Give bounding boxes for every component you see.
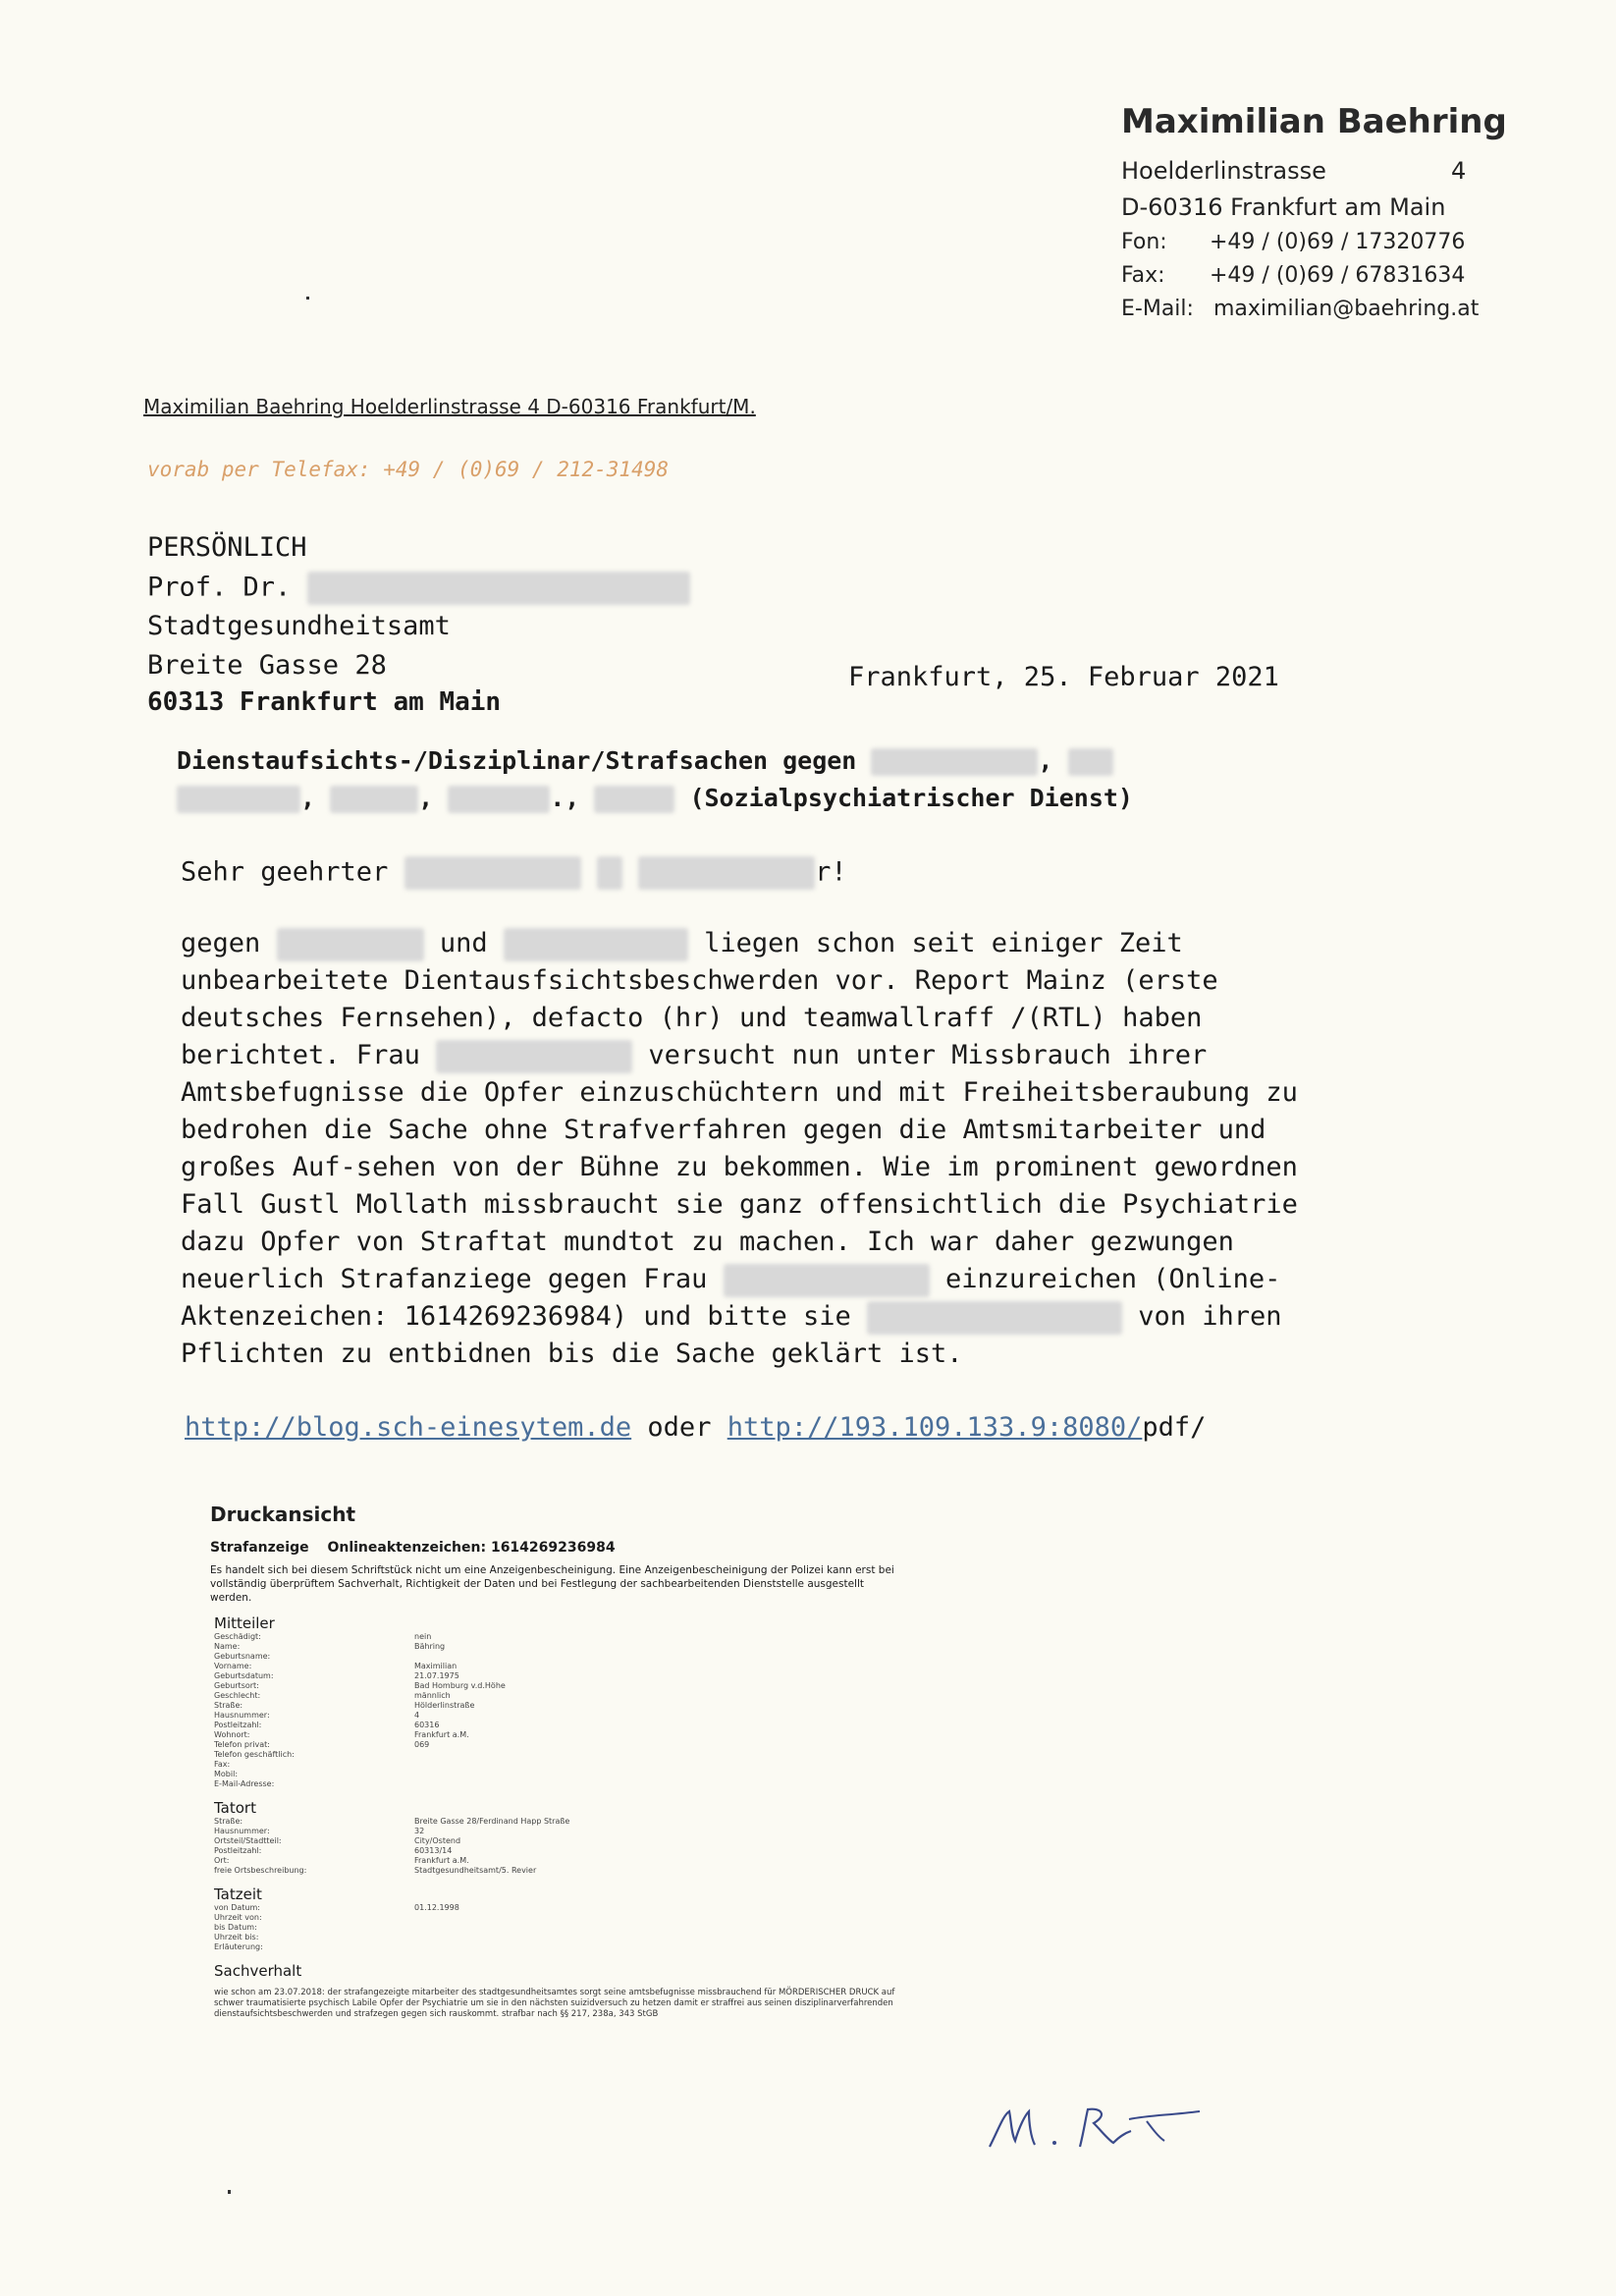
field-value	[414, 1779, 897, 1789]
salutation-suffix: r!	[815, 856, 847, 888]
body-line: Fall Gustl Mollath missbraucht sie ganz offensichtlich die Psychiatrie	[181, 1189, 1298, 1220]
body-text: einzureichen (Online-	[944, 1264, 1281, 1294]
field-label: Ort:	[214, 1856, 230, 1865]
body-line: dazu Opfer von Straftat mundtot zu machen. Ich war daher gezwungen	[181, 1227, 1234, 1257]
reference-links	[185, 1412, 1206, 1443]
field-row	[214, 1671, 897, 1681]
subject-line-1: Dienstaufsichts-/Disziplinar/Strafsachen gegen ,	[177, 742, 1257, 780]
recipient-line-1: PERSÖNLICH	[147, 532, 307, 563]
field-value	[414, 1933, 897, 1942]
body-text: und	[439, 928, 488, 958]
field-row	[214, 1662, 897, 1671]
field-row	[214, 1760, 897, 1770]
fax-label: Fax:	[1121, 263, 1165, 288]
field-value: 069	[414, 1740, 430, 1749]
field-row	[214, 1933, 897, 1942]
field-value: 60313/14	[414, 1846, 453, 1855]
field-value	[414, 1770, 897, 1779]
field-label: Mobil:	[214, 1770, 239, 1778]
email-label: E-Mail:	[1121, 297, 1194, 321]
field-label: Straße:	[214, 1817, 243, 1826]
fax-notice: vorab per Telefax: +49 / (0)69 / 212-31498	[147, 458, 670, 481]
field-label: Erläuterung:	[214, 1942, 263, 1951]
field-label: Name:	[214, 1642, 241, 1651]
field-row	[214, 1836, 897, 1846]
field-value: 32	[414, 1827, 425, 1835]
field-row	[214, 1770, 897, 1779]
sachverhalt-text: wie schon am 23.07.2018: der strafangezeigte mitarbeiter des stadtgesundheitsamtes sorgt seine amtsbefugnisse missbrauchend für MÖRDERISCHER DRUCK auf schwer traumatisierte psychisch Labile Opfer der Psychiatrie um sie in den nächsten suizidversuch zu hetzen damit er straffrei aus seinen disziplinarverfahrenden dienstaufsichtsbeschwerden und strafzegen gegen sich rauskommt. strafbar nach §§ 217, 238a, 343 StGB	[214, 1988, 895, 2019]
field-row	[214, 1856, 897, 1866]
field-value: Frankfurt a.M.	[414, 1730, 469, 1739]
field-value: 01.12.1998	[414, 1903, 459, 1912]
field-label: Uhrzeit bis:	[214, 1933, 259, 1941]
field-label: Geburtsname:	[214, 1652, 271, 1661]
field-label: Geschädigt:	[214, 1632, 261, 1641]
phone-label: Fon:	[1121, 230, 1167, 254]
field-label: Fax:	[214, 1760, 231, 1769]
field-label: Telefon privat:	[214, 1740, 270, 1749]
recipient-line-2	[147, 572, 690, 605]
field-label: Geschlecht:	[214, 1691, 261, 1700]
letterhead-email-line	[1121, 297, 1480, 321]
field-row	[214, 1827, 897, 1836]
field-value: Maximilian	[414, 1662, 458, 1670]
body-line: deutsches Fernsehen), defacto (hr) und teamwallraff /(RTL) haben	[181, 1003, 1203, 1033]
field-value: 4	[414, 1711, 420, 1720]
field-row	[214, 1652, 897, 1662]
body-line	[181, 1261, 1457, 1298]
fax-number: +49 / (0)69 / 67831634	[1210, 263, 1466, 288]
field-value: Stadtgesundheitsamt/5. Revier	[414, 1866, 537, 1875]
field-row	[214, 1923, 897, 1933]
field-value: Bad Homburg v.d.Höhe	[414, 1681, 506, 1690]
letterhead-city: D-60316 Frankfurt am Main	[1121, 193, 1446, 221]
field-label: Hausnummer:	[214, 1827, 270, 1835]
field-label: Postleitzahl:	[214, 1846, 262, 1855]
body-text: neuerlich Strafanziege gegen Frau	[181, 1264, 708, 1294]
field-label: Uhrzeit von:	[214, 1913, 262, 1922]
phone-number: +49 / (0)69 / 17320776	[1210, 230, 1466, 254]
field-value: Hölderlinstraße	[414, 1701, 475, 1710]
subject	[177, 742, 1257, 817]
body-text: berichtet. Frau	[181, 1040, 420, 1070]
redacted-name	[307, 572, 690, 605]
letter-date: Frankfurt, 25. Februar 2021	[848, 662, 1279, 692]
redacted-name	[404, 856, 581, 890]
body-text: von ihren	[1138, 1301, 1282, 1332]
report-type: Strafanzeige	[210, 1540, 309, 1556]
recipient-title: Prof. Dr.	[147, 572, 292, 603]
field-row	[214, 1750, 897, 1760]
redacted-name	[504, 928, 688, 961]
section-tatort: Tatort	[214, 1799, 256, 1817]
redacted-name	[448, 786, 550, 813]
redacted-name	[597, 856, 622, 890]
field-label: von Datum:	[214, 1903, 260, 1912]
letter-body	[181, 925, 1457, 1373]
body-line: unbearbeitete Dientausfsichtsbeschwerden vor. Report Mainz (erste	[181, 965, 1218, 996]
tatzeit-rows	[210, 1903, 897, 1952]
letterhead-phone-line	[1121, 230, 1466, 254]
field-value	[414, 1923, 897, 1933]
field-row	[214, 1632, 897, 1642]
field-row	[214, 1642, 897, 1652]
field-value: Frankfurt a.M.	[414, 1856, 469, 1865]
redacted-name	[871, 748, 1038, 776]
field-row	[214, 1721, 897, 1730]
scan-speck	[306, 297, 309, 300]
field-row	[214, 1866, 897, 1876]
body-text: Aktenzeichen: 1614269236984) und bitte sie	[181, 1301, 851, 1332]
letterhead-street: Hoelderlinstrasse	[1121, 157, 1326, 185]
body-line: Amtsbefugnisse die Opfer einzuschüchtern und mit Freiheitsberaubung zu	[181, 1077, 1298, 1108]
field-value	[414, 1652, 897, 1662]
server-link-tail: pdf/	[1142, 1412, 1207, 1443]
recipient-line-5: 60313 Frankfurt am Main	[147, 687, 502, 717]
body-text: liegen schon seit einiger Zeit	[704, 928, 1183, 958]
letterhead-street-line	[1121, 157, 1467, 185]
field-label: freie Ortsbeschreibung:	[214, 1866, 307, 1875]
email-address: maximilian@baehring.at	[1213, 297, 1480, 321]
field-value	[414, 1942, 897, 1952]
body-line: großes Auf-sehen von der Bühne zu bekommen. Wie im prominent gewordnen	[181, 1152, 1298, 1182]
field-value	[414, 1913, 897, 1923]
field-row	[214, 1711, 897, 1721]
recipient-line-4: Breite Gasse 28	[147, 650, 387, 681]
body-text: gegen	[181, 928, 261, 958]
redacted-name	[177, 786, 300, 813]
letterhead-name: Maximilian Baehring	[1121, 102, 1507, 141]
redacted-name	[638, 856, 815, 890]
field-row	[214, 1779, 897, 1789]
field-label: E-Mail-Adresse:	[214, 1779, 275, 1788]
sender-return-address: Maximilian Baehring Hoelderlinstrasse 4 D-60316 Frankfurt/M.	[143, 395, 756, 418]
field-value: 21.07.1975	[414, 1671, 459, 1680]
field-row	[214, 1740, 897, 1750]
blog-link[interactable]: http://blog.sch-einesytem.de	[185, 1412, 632, 1443]
field-label: bis Datum:	[214, 1923, 257, 1932]
links-separator: oder	[647, 1412, 712, 1443]
field-value	[414, 1760, 897, 1770]
body-line	[181, 1298, 1457, 1336]
salutation	[181, 856, 847, 890]
field-label: Telefon geschäftlich:	[214, 1750, 295, 1759]
redacted-name	[867, 1301, 1122, 1335]
field-row	[214, 1903, 897, 1913]
section-mitteiler: Mitteiler	[214, 1614, 275, 1632]
field-row	[214, 1942, 897, 1952]
section-sachverhalt: Sachverhalt	[214, 1962, 302, 1980]
field-label: Straße:	[214, 1701, 243, 1710]
field-label: Ortsteil/Stadtteil:	[214, 1836, 282, 1845]
body-line: Pflichten zu entbidnen bis die Sache geklärt ist.	[181, 1339, 963, 1369]
field-value: Breite Gasse 28/Ferdinand Happ Straße	[414, 1817, 570, 1826]
online-file-number: Onlineaktenzeichen: 1614269236984	[327, 1540, 616, 1556]
field-label: Wohnort:	[214, 1730, 250, 1739]
section-tatzeit: Tatzeit	[214, 1886, 262, 1903]
redacted-name	[436, 1040, 632, 1073]
salutation-prefix: Sehr geehrter	[181, 856, 389, 888]
field-value: City/Ostend	[414, 1836, 461, 1845]
field-row	[214, 1681, 897, 1691]
print-view-notice: Es handelt sich bei diesem Schriftstück nicht um eine Anzeigenbescheinigung. Eine Anzeigenbescheinigung der Polizei kann erst bei vollständig überprüftem Sachverhalt, Richtigkeit der Daten und bei Festlegung der sachbearbeitenden Dienststelle ausgestellt werden.	[210, 1564, 894, 1604]
print-view-title: Druckansicht	[210, 1503, 356, 1526]
signature-image	[982, 2098, 1227, 2157]
body-text: versucht nun unter Missbrauch ihrer	[648, 1040, 1208, 1070]
letterhead-fax-line	[1121, 263, 1466, 288]
redacted-name	[594, 786, 674, 813]
subject-department: (Sozialpsychiatrischer Dienst)	[689, 784, 1133, 812]
print-view-subtitle	[210, 1540, 897, 1556]
field-label: Vorname:	[214, 1662, 252, 1670]
field-value: Bähring	[414, 1642, 446, 1651]
redacted-name	[330, 786, 418, 813]
field-row	[214, 1817, 897, 1827]
subject-line-2: , , ., (Sozialpsychiatrischer Dienst)	[177, 780, 1257, 817]
mitteiler-rows	[210, 1632, 897, 1789]
field-row	[214, 1701, 897, 1711]
redacted-name	[277, 928, 424, 961]
server-link[interactable]: http://193.109.133.9:8080/	[727, 1412, 1143, 1443]
letterhead-house-number: 4	[1451, 157, 1467, 185]
field-row	[214, 1691, 897, 1701]
body-line	[181, 925, 1457, 962]
recipient-line-3: Stadtgesundheitsamt	[147, 611, 451, 641]
field-value	[414, 1750, 897, 1760]
tatort-rows	[210, 1817, 897, 1876]
field-label: Geburtsort:	[214, 1681, 259, 1690]
field-label: Geburtsdatum:	[214, 1671, 274, 1680]
redacted-name	[1068, 748, 1113, 776]
print-view	[210, 1503, 897, 2020]
field-label: Postleitzahl:	[214, 1721, 262, 1729]
field-row	[214, 1846, 897, 1856]
field-label: Hausnummer:	[214, 1711, 270, 1720]
field-value: nein	[414, 1632, 432, 1641]
body-line: bedrohen die Sache ohne Strafverfahren gegen die Amtsmitarbeiter und	[181, 1115, 1266, 1145]
field-row	[214, 1730, 897, 1740]
field-value: 60316	[414, 1721, 440, 1729]
body-line	[181, 1037, 1457, 1074]
subject-text: Dienstaufsichts-/Disziplinar/Strafsachen gegen	[177, 746, 857, 775]
field-row	[214, 1913, 897, 1923]
scan-speck	[228, 2190, 231, 2194]
redacted-name	[724, 1264, 930, 1297]
field-value: männlich	[414, 1691, 451, 1700]
